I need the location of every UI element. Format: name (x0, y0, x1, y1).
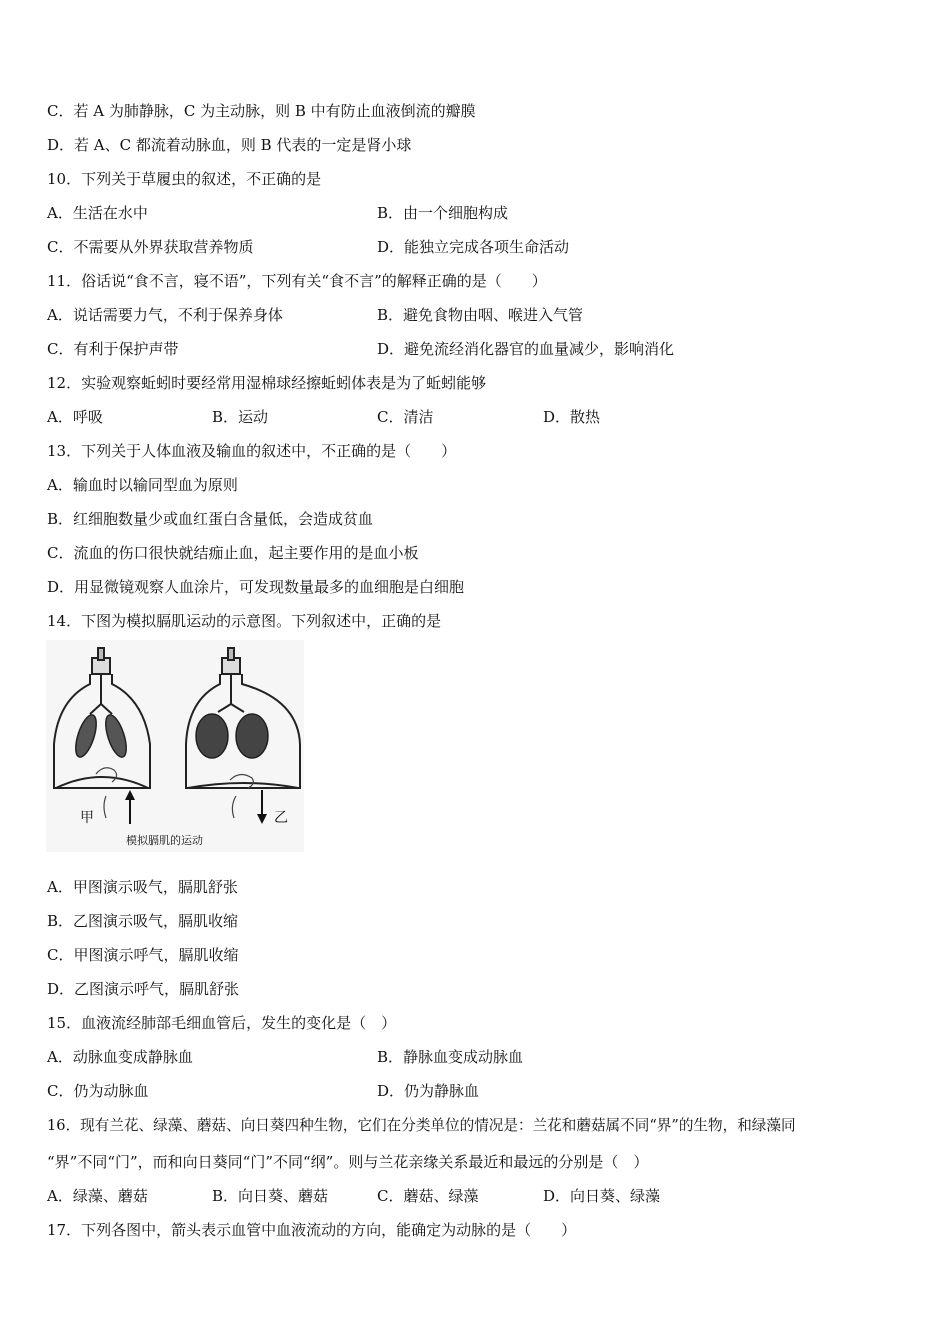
q12-stem: 12．实验观察蚯蚓时要经常用湿棉球经擦蚯蚓体表是为了蚯蚓能够 (47, 374, 487, 392)
q14-option-a: A．甲图演示吸气，膈肌舒张 (47, 878, 238, 896)
q11-stem: 11．俗话说“食不言，寝不语”，下列有关“食不言”的解释正确的是（ ） (47, 272, 547, 290)
q10-option-a: A．生活在水中 (47, 204, 148, 222)
right-lung-inflated (236, 714, 268, 758)
q12-option-b: B．运动 (212, 408, 269, 426)
q14-option-d: D．乙图演示呼气，膈肌舒张 (47, 980, 240, 998)
figure-label-left: 甲 (80, 810, 94, 826)
q15-option-b: B．静脉血变成动脉血 (377, 1048, 524, 1066)
q11-option-a: A．说话需要力气，不利于保养身体 (47, 306, 283, 324)
q13-option-a: A．输血时以输同型血为原则 (47, 476, 238, 494)
diaphragm-model-figure (46, 640, 304, 852)
q16-option-c: C．蘑菇、绿藻 (377, 1187, 479, 1205)
q12-option-a: A．呼吸 (47, 408, 103, 426)
q17-stem: 17．下列各图中，箭头表示血管中血液流动的方向，能确定为动脉的是（ ） (47, 1221, 577, 1239)
q16-option-b: B．向日葵、蘑菇 (212, 1187, 329, 1205)
q11-option-d: D．避免流经消化器官的血量减少，影响消化 (377, 340, 675, 358)
q16-stem-line2: “界”不同“门”，而和向日葵同“门”不同“纲”。则与兰花亲缘关系最近和最远的分别是（ ） (47, 1153, 649, 1171)
q15-option-d: D．仍为静脉血 (377, 1082, 480, 1100)
q13-stem: 13．下列关于人体血液及输血的叙述中，不正确的是（ ） (47, 442, 457, 460)
q13-option-d: D．用显微镜观察人血涂片，可发现数量最多的血细胞是白细胞 (47, 578, 465, 596)
q14-option-c: C．甲图演示呼气，膈肌收缩 (47, 946, 239, 964)
q16-stem-line1: 16．现有兰花、绿藻、蘑菇、向日葵四种生物，它们在分类单位的情况是：兰花和蘑菇属不同“界”的生物，和绿藻同 (47, 1117, 796, 1134)
q13-option-b: B．红细胞数量少或血红蛋白含量低，会造成贫血 (47, 510, 374, 528)
q11-option-c: C．有利于保护声带 (47, 340, 179, 358)
q16-option-d: D．向日葵、绿藻 (543, 1187, 661, 1205)
q11-option-b: B．避免食物由咽、喉进入气管 (377, 306, 584, 324)
q14-stem: 14．下图为模拟膈肌运动的示意图。下列叙述中，正确的是 (47, 612, 442, 630)
q9-option-c: C．若 A 为肺静脉，C 为主动脉，则 B 中有防止血液倒流的瓣膜 (47, 102, 476, 120)
q12-option-c: C．清洁 (377, 408, 434, 426)
q9-option-d: D．若 A、C 都流着动脉血，则 B 代表的一定是肾小球 (47, 136, 412, 154)
figure-caption: 模拟膈肌的运动 (126, 834, 203, 847)
q10-option-b: B．由一个细胞构成 (377, 204, 509, 222)
q10-stem: 10．下列关于草履虫的叙述，不正确的是 (47, 170, 322, 188)
q14-option-b: B．乙图演示吸气，膈肌收缩 (47, 912, 239, 930)
q15-option-a: A．动脉血变成静脉血 (47, 1048, 193, 1066)
q15-option-c: C．仍为动脉血 (47, 1082, 149, 1100)
left-lung-inflated (196, 714, 228, 758)
q10-option-c: C．不需要从外界获取营养物质 (47, 238, 254, 256)
q12-option-d: D．散热 (543, 408, 601, 426)
figure-label-right: 乙 (274, 810, 288, 826)
q13-option-c: C．流血的伤口很快就结痂止血，起主要作用的是血小板 (47, 544, 419, 562)
q15-stem: 15．血液流经肺部毛细血管后，发生的变化是（ ） (47, 1014, 397, 1032)
q16-option-a: A．绿藻、蘑菇 (47, 1187, 148, 1205)
q10-option-d: D．能独立完成各项生命活动 (377, 238, 570, 256)
